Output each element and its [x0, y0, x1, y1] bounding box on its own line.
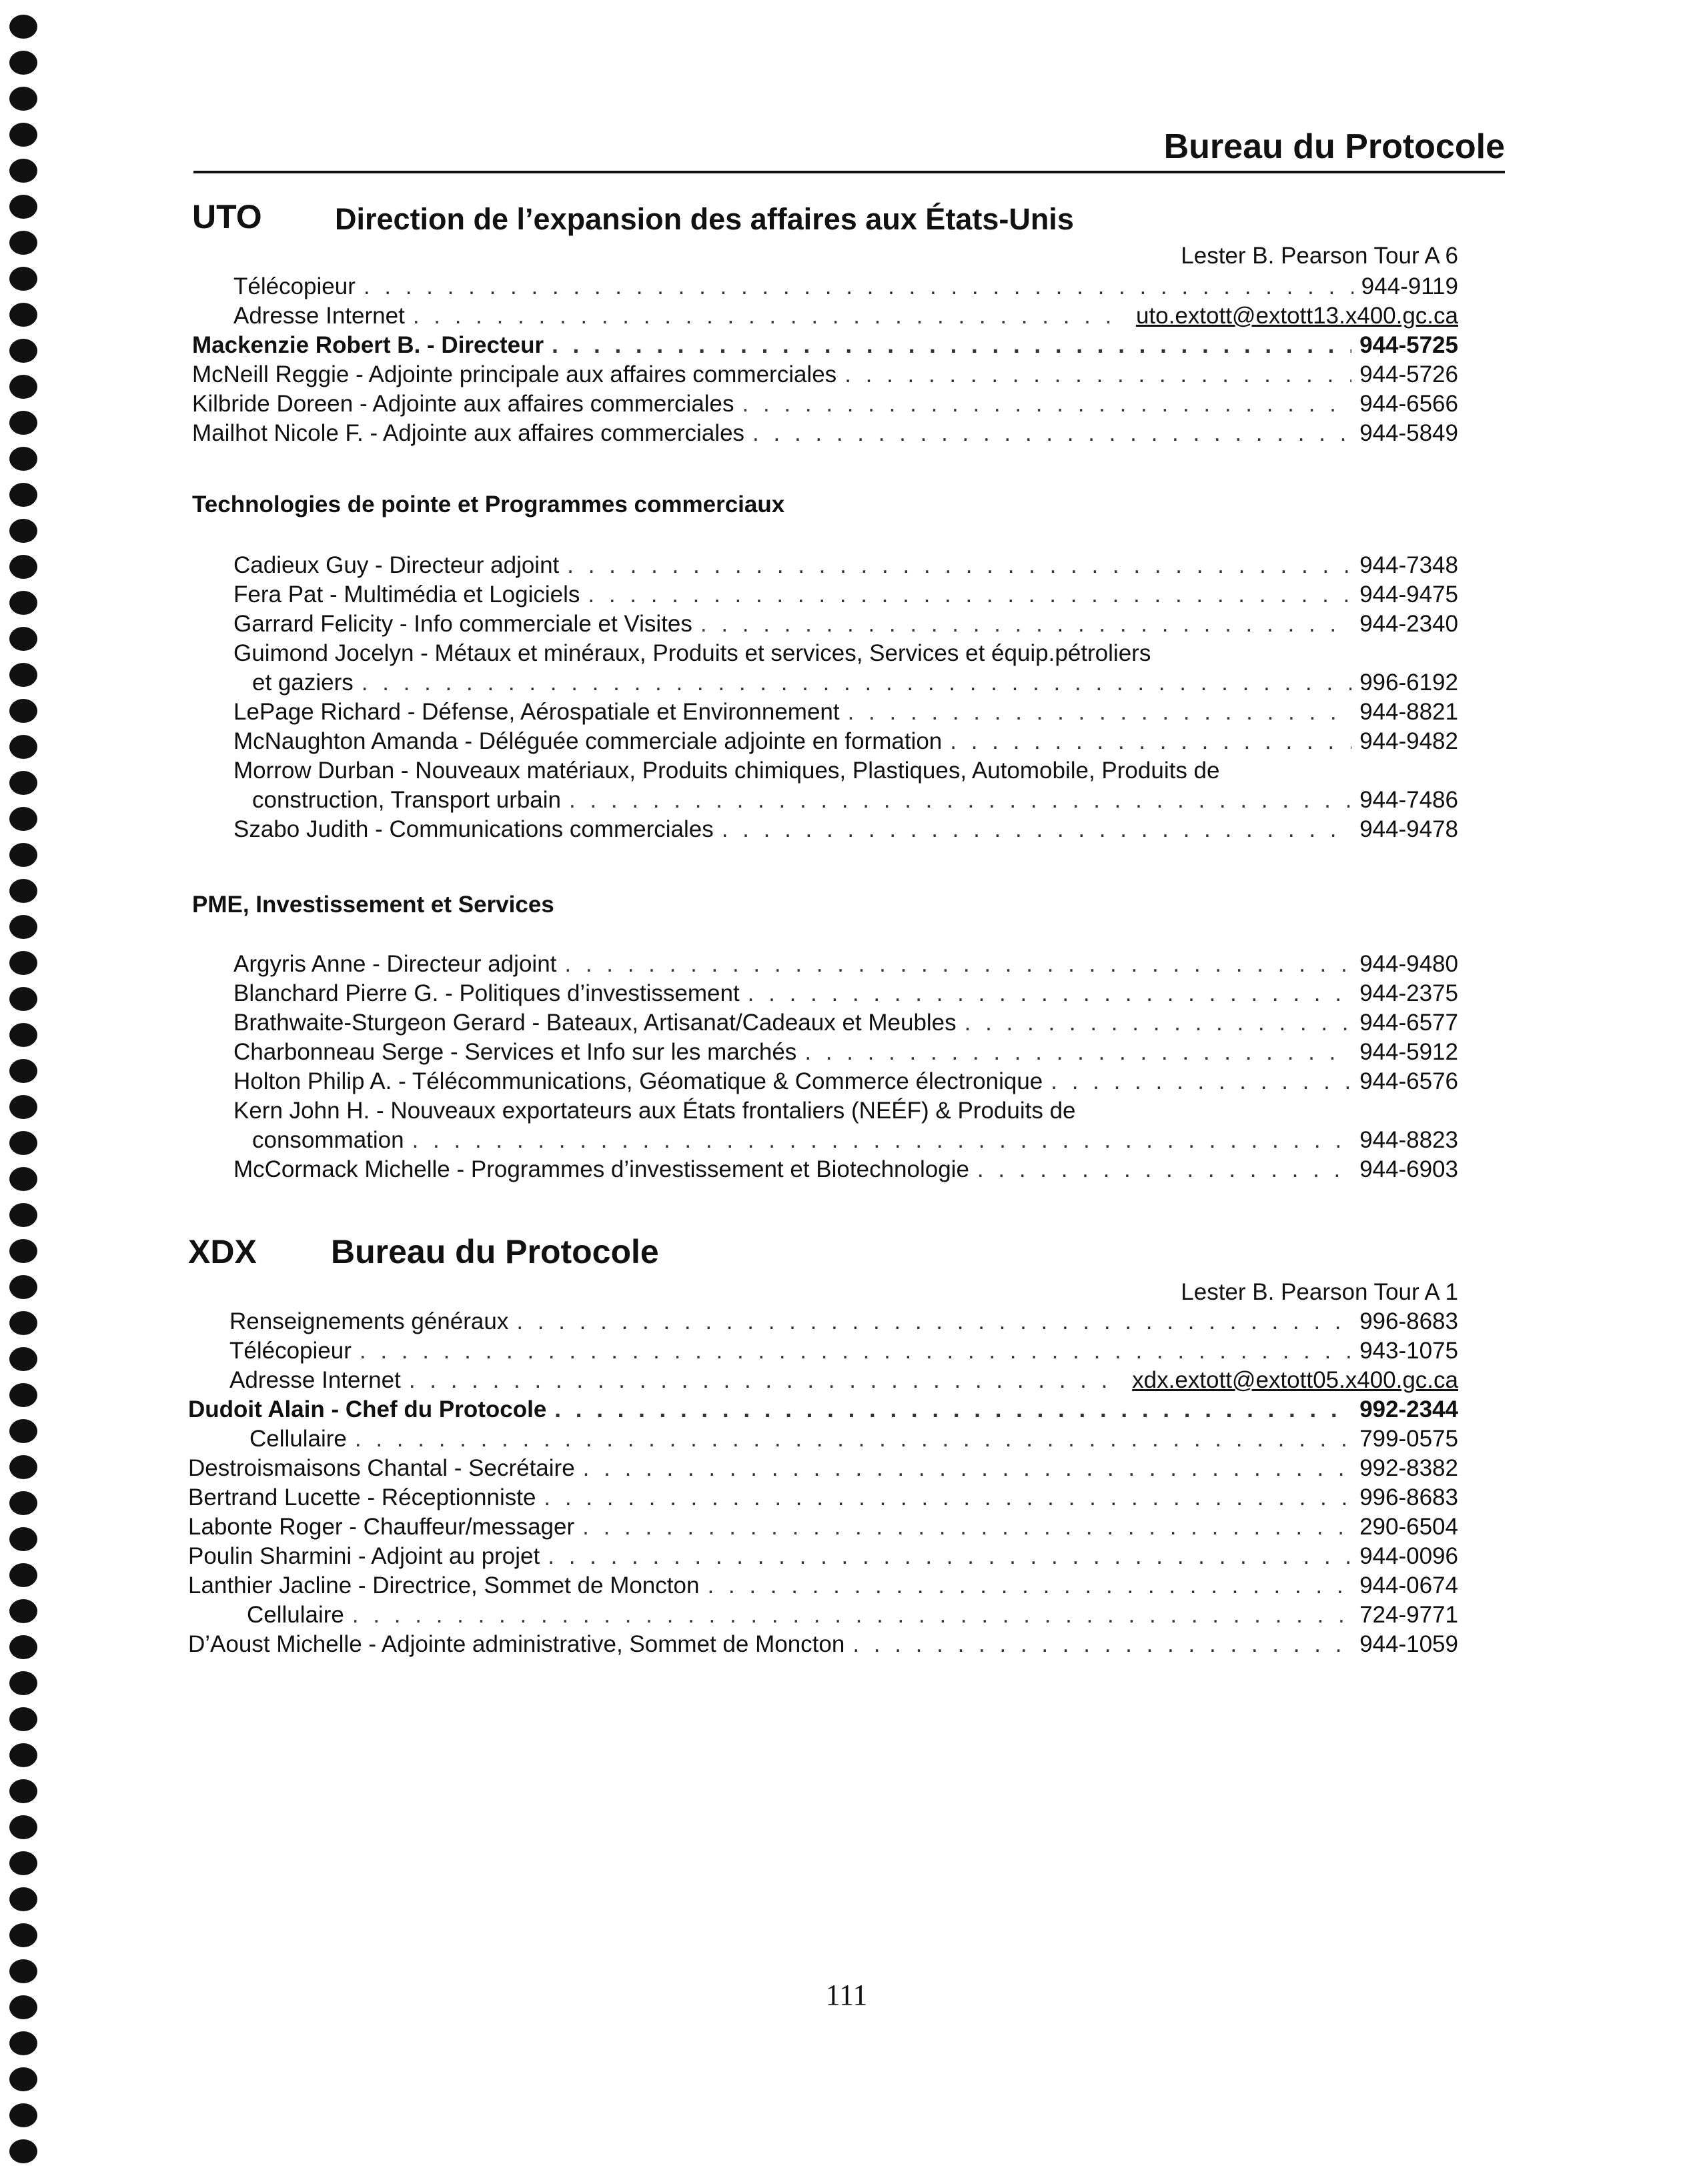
binding-hole: [9, 1023, 37, 1047]
binding-hole: [9, 879, 37, 903]
entry-phone: 944-0674: [1359, 1572, 1458, 1598]
tech-subsection-title: Technologies de pointe et Programmes commerciaux: [192, 491, 785, 517]
binding-hole: [9, 1779, 37, 1803]
list-item: [252, 786, 1458, 815]
binding-hole: [9, 771, 37, 795]
entry-name: Fera Pat - Multimédia et Logiciels: [233, 582, 580, 608]
binding-hole: [9, 555, 37, 579]
binding-hole: [9, 267, 37, 291]
entry-phone: 944-8823: [1359, 1127, 1458, 1153]
list-item: [233, 727, 1458, 756]
entry-name: Kilbride Doreen - Adjointe aux affaires commerciales: [192, 391, 734, 417]
entry-name-line1: Guimond Jocelyn - Métaux et minéraux, Produits et services, Services et équip.pétroliers: [233, 640, 1151, 666]
binding-hole: [9, 1095, 37, 1119]
list-item: [233, 815, 1458, 844]
binding-hole: [9, 1059, 37, 1083]
binding-holes: [9, 0, 39, 2184]
entry-name: McNaughton Amanda - Déléguée commerciale adjointe en formation: [233, 728, 943, 754]
entry-name: Télécopieur: [233, 273, 356, 299]
binding-hole: [9, 483, 37, 507]
entry-phone: 992-2344: [1359, 1396, 1458, 1422]
running-header: [193, 125, 1505, 173]
binding-hole: [9, 843, 37, 867]
entry-name: Poulin Sharmini - Adjoint au projet: [188, 1543, 540, 1569]
entry-name: construction, Transport urbain: [252, 787, 562, 813]
binding-hole: [9, 1599, 37, 1623]
list-item: [188, 1630, 1458, 1659]
list-item: [192, 389, 1458, 419]
binding-hole: [9, 591, 37, 615]
entry-phone: 944-9480: [1359, 951, 1458, 977]
entry-phone: 944-7348: [1359, 552, 1458, 578]
entry-name: Cellulaire: [247, 1602, 344, 1628]
list-item: [247, 1600, 1458, 1630]
binding-hole: [9, 2103, 37, 2127]
entry-name: Mackenzie Robert B. - Directeur: [192, 332, 544, 358]
list-item: [233, 551, 1458, 580]
entry-name: Télécopieur: [229, 1338, 352, 1364]
entry-phone: 943-1075: [1359, 1338, 1458, 1364]
entry-name-line1: Kern John H. - Nouveaux exportateurs aux États frontaliers (NEÉF) & Produits de: [233, 1098, 1076, 1124]
entry-phone: 992-8382: [1359, 1455, 1458, 1481]
entry-name: McNeill Reggie - Adjointe principale aux affaires commerciales: [192, 361, 837, 387]
list-item: [233, 698, 1458, 727]
list-item: [192, 419, 1458, 448]
list-item: [252, 668, 1458, 698]
binding-hole: [9, 1275, 37, 1299]
binding-hole: [9, 1707, 37, 1731]
entry-name: Renseignements généraux: [229, 1308, 509, 1334]
entry-name: D’Aoust Michelle - Adjointe administrative, Sommet de Moncton: [188, 1631, 845, 1657]
entry-name: Labonte Roger - Chauffeur/messager: [188, 1514, 575, 1540]
binding-hole: [9, 627, 37, 651]
entry-phone: 799-0575: [1359, 1426, 1458, 1452]
list-item: [192, 360, 1458, 389]
list-item: [188, 1571, 1458, 1600]
binding-hole: [9, 807, 37, 831]
entry-phone: 944-0096: [1359, 1543, 1458, 1569]
binding-hole: [9, 303, 37, 327]
entry-phone: 944-7486: [1359, 787, 1458, 813]
binding-hole: [9, 375, 37, 399]
entry-phone: 944-9478: [1359, 816, 1458, 842]
list-item: [188, 1454, 1458, 1483]
binding-hole: [9, 1851, 37, 1875]
binding-hole: [9, 1455, 37, 1479]
entry-phone: 944-9475: [1359, 582, 1458, 608]
xdx-section-title: Bureau du Protocole: [331, 1233, 659, 1270]
email-link[interactable]: uto.extott@extott13.x400.gc.ca: [1135, 303, 1458, 329]
binding-hole: [9, 1419, 37, 1443]
binding-hole: [9, 987, 37, 1011]
entry-phone: 724-9771: [1359, 1602, 1458, 1628]
list-item: [233, 1155, 1458, 1184]
pme-subsection-title: PME, Investissement et Services: [192, 892, 554, 918]
list-item: [233, 301, 1458, 331]
list-item: [233, 1067, 1458, 1096]
binding-hole: [9, 51, 37, 75]
entry-phone: 944-2340: [1359, 611, 1458, 637]
entry-phone: 944-9119: [1361, 273, 1458, 299]
entry-phone: 944-1059: [1359, 1631, 1458, 1657]
entry-name-line1: Morrow Durban - Nouveaux matériaux, Produits chimiques, Plastiques, Automobile, Produits de: [233, 758, 1220, 784]
list-item: [229, 1307, 1458, 1336]
entry-name: Garrard Felicity - Info commerciale et Visites: [233, 611, 692, 637]
email-link[interactable]: xdx.extott@extott05.x400.gc.ca: [1132, 1367, 1458, 1393]
list-item: [229, 1366, 1458, 1395]
entry-name: Holton Philip A. - Télécommunications, Géomatique & Commerce électronique: [233, 1068, 1043, 1094]
uto-section-title: Direction de l’expansion des affaires aux États-Unis: [335, 202, 1074, 236]
list-item: [233, 979, 1458, 1008]
entry-name: Cellulaire: [249, 1426, 347, 1452]
entry-name: Blanchard Pierre G. - Politiques d’investissement: [233, 980, 740, 1006]
binding-hole: [9, 951, 37, 975]
entry-phone: 996-8683: [1359, 1484, 1458, 1510]
binding-hole: [9, 915, 37, 939]
binding-hole: [9, 411, 37, 435]
entry-phone: 944-6903: [1359, 1156, 1458, 1182]
list-item: [252, 1126, 1458, 1155]
list-item: [233, 580, 1458, 610]
entry-phone: 944-5725: [1359, 332, 1458, 358]
binding-hole: [9, 1815, 37, 1839]
entry-name: Mailhot Nicole F. - Adjointe aux affaires commerciales: [192, 420, 745, 446]
binding-hole: [9, 735, 37, 759]
entry-phone: 944-6566: [1359, 391, 1458, 417]
binding-hole: [9, 1635, 37, 1659]
entry-name: Argyris Anne - Directeur adjoint: [233, 951, 557, 977]
binding-hole: [9, 1743, 37, 1767]
binding-hole: [9, 663, 37, 687]
list-item: [188, 1542, 1458, 1571]
entry-name: Lanthier Jacline - Directrice, Sommet de Moncton: [188, 1572, 700, 1598]
list-item: [188, 1395, 1458, 1424]
list-item: [192, 331, 1458, 360]
list-item: [188, 1483, 1458, 1512]
entry-phone: 944-2375: [1359, 980, 1458, 1006]
entry-phone: 944-5849: [1359, 420, 1458, 446]
entry-name: Brathwaite-Sturgeon Gerard - Bateaux, Artisanat/Cadeaux et Meubles: [233, 1010, 957, 1036]
binding-hole: [9, 1671, 37, 1695]
list-item: [233, 950, 1458, 979]
binding-hole: [9, 1167, 37, 1191]
entry-phone: 944-5912: [1359, 1039, 1458, 1065]
binding-hole: [9, 1527, 37, 1551]
entry-name: Charbonneau Serge - Services et Info sur les marchés: [233, 1039, 797, 1065]
binding-hole: [9, 1239, 37, 1263]
entry-name: Szabo Judith - Communications commerciales: [233, 816, 714, 842]
entry-name: Destroismaisons Chantal - Secrétaire: [188, 1455, 575, 1481]
binding-hole: [9, 447, 37, 471]
entry-name: Adresse Internet: [229, 1367, 401, 1393]
entry-phone: 996-8683: [1359, 1308, 1458, 1334]
binding-hole: [9, 1131, 37, 1155]
binding-hole: [9, 1347, 37, 1371]
binding-hole: [9, 195, 37, 219]
list-item: [229, 1336, 1458, 1366]
binding-hole: [9, 87, 37, 111]
entry-name: Dudoit Alain - Chef du Protocole: [188, 1396, 547, 1422]
binding-hole: [9, 2031, 37, 2055]
binding-hole: [9, 1203, 37, 1227]
entry-phone: 290-6504: [1359, 1514, 1458, 1540]
entry-name: consommation: [252, 1127, 404, 1153]
binding-hole: [9, 2067, 37, 2091]
binding-hole: [9, 1923, 37, 1947]
binding-hole: [9, 123, 37, 147]
binding-hole: [9, 159, 37, 183]
binding-hole: [9, 15, 37, 39]
entry-phone: 944-6577: [1359, 1010, 1458, 1036]
uto-section-code: UTO: [192, 198, 262, 235]
entry-name: LePage Richard - Défense, Aérospatiale et Environnement: [233, 699, 840, 725]
binding-hole: [9, 339, 37, 363]
entry-name: et gaziers: [252, 670, 354, 696]
binding-hole: [9, 1383, 37, 1407]
entry-phone: 944-8821: [1359, 699, 1458, 725]
binding-hole: [9, 2139, 37, 2163]
binding-hole: [9, 1563, 37, 1587]
entry-name: Cadieux Guy - Directeur adjoint: [233, 552, 560, 578]
entry-phone: 996-6192: [1359, 670, 1458, 696]
entry-phone: 944-5726: [1359, 361, 1458, 387]
binding-hole: [9, 1887, 37, 1911]
xdx-address: Lester B. Pearson Tour A 1: [1181, 1279, 1458, 1305]
list-item: [233, 610, 1458, 639]
page-number: 111: [825, 1979, 868, 2011]
running-header-title: Bureau du Protocole: [1163, 127, 1505, 166]
binding-hole: [9, 519, 37, 543]
list-item: [233, 1008, 1458, 1038]
list-item: [188, 1512, 1458, 1542]
binding-hole: [9, 699, 37, 723]
entry-name: Bertrand Lucette - Réceptionniste: [188, 1484, 536, 1510]
uto-address: Lester B. Pearson Tour A 6: [1181, 243, 1458, 269]
list-item: [233, 1038, 1458, 1067]
entry-phone: 944-6576: [1359, 1068, 1458, 1094]
binding-hole: [9, 1491, 37, 1515]
list-item: [233, 272, 1458, 301]
binding-hole: [9, 231, 37, 255]
entry-phone: 944-9482: [1359, 728, 1458, 754]
list-item: [249, 1424, 1458, 1454]
xdx-section-code: XDX: [188, 1233, 257, 1270]
entry-name: McCormack Michelle - Programmes d’investissement et Biotechnologie: [233, 1156, 969, 1182]
binding-hole: [9, 1311, 37, 1335]
entry-name: Adresse Internet: [233, 303, 405, 329]
